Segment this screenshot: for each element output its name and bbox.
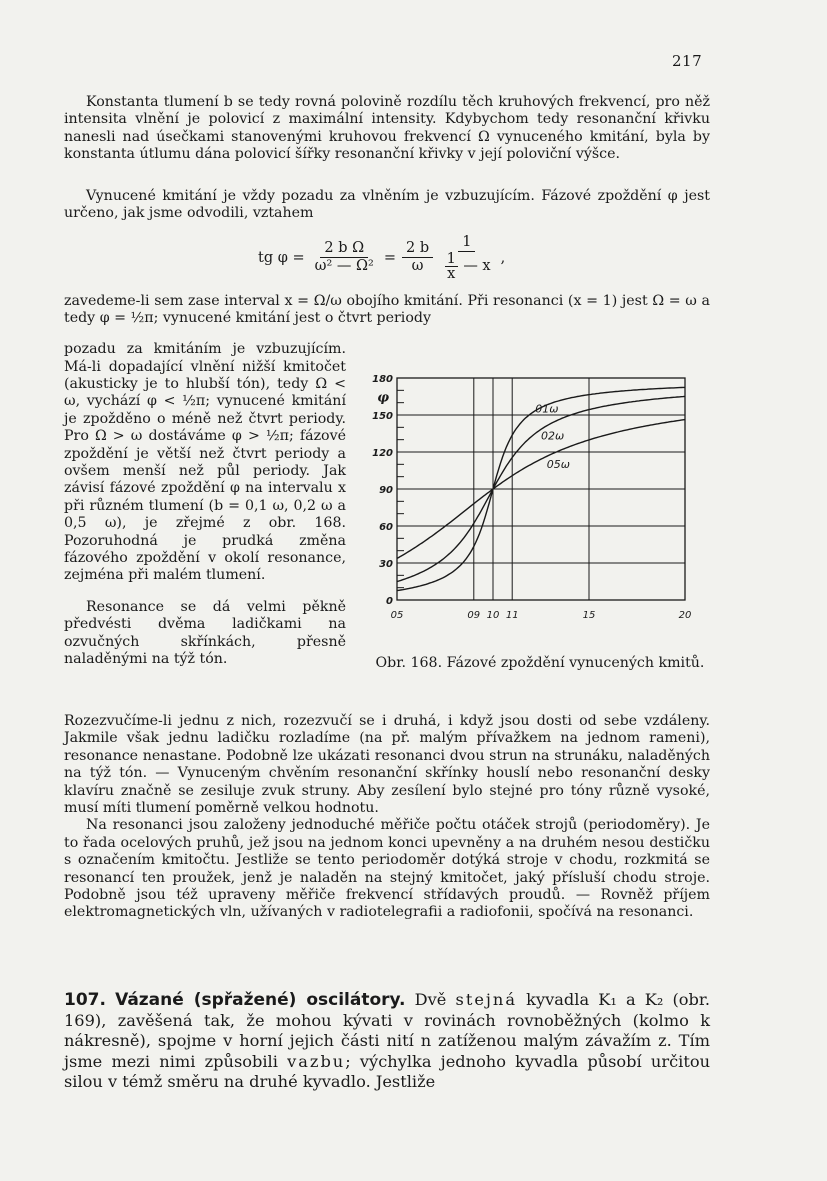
paragraph-4: Resonance se dá velmi pěkně předvésti dvěma ladičkami na ozvučných skřínkách, přesně naladěnými na týž tón. (64, 599, 346, 668)
x-tick-label: 11 (505, 610, 519, 621)
inner-frac (443, 252, 459, 281)
formula-tg-phi (258, 234, 505, 281)
frac3-num: 1 (458, 234, 475, 252)
section-number: 107. (64, 990, 106, 1010)
paragraph-3-cont: pozadu za kmitáním je vzbuzujícím. Má-li dopadající vlnění nižší kmitočet (akusticky je to hlubší tón), tedy Ω < ω, vychází φ < ½π; vynucené kmitání je zpožděno o méně než čtvrt periody. Pro Ω > ω dostáváme φ > ½π; fázové zpoždění je větší než čtvrt periody a ovšem menší než půl periody. Jak závisí fázové zpoždění φ na intervalu x při různém tlumení (b = 0,1 ω, 0,2 ω a 0,5 ω), je zřejmé z obr. 168. Pozoruhodná je prudká změna fázového zpoždění v okolí resonance, zejména při malém tlumení. (64, 341, 346, 584)
series-label-05ω: 05ω (546, 458, 570, 472)
y-tick-label: 180 (372, 374, 393, 385)
paragraph-6: Na resonanci jsou založeny jednoduché měřiče počtu otáček strojů (periodoměry). Je to řada ocelových pruhů, jež jsou na jednom konci upevněny a na druhém nesou destičku s označením kmitočtu. Jestliže se tento periodoměr dotýká stroje v chodu, rozkmitá se resonancí ten proužek, jenž je naladěn na stejný kmitočet, jaký přísluší chodu stroje. Podobně jsou též upraveny měřiče frekvencí střídavých proudů. — Rovněž příjem elektromagnetických vln, užívaných v radiotelegrafii a radiofonii, spočívá na resonanci. (64, 817, 710, 921)
series-label-01ω: 01ω (535, 402, 559, 416)
series-label-02ω: 02ω (541, 429, 565, 443)
section-text-b: kyvadla K₁ a K₂ (obr. 169), zavěšená tak, že mohou kývati v rovinách rovnoběžných (kolmo k nákresně), spojme v horní jejich části nití n zatíženou malým závažím z. Tím jsme mezi nimi způsobili (64, 990, 710, 1071)
section-text-spaced-2: vazbu (287, 1051, 346, 1071)
inner-num: 1 (446, 251, 456, 267)
frac1-den: ω² — Ω² (314, 258, 374, 274)
section-107 (64, 990, 710, 1093)
x-tick-label: 10 (486, 610, 500, 621)
x-tick-label: 20 (678, 610, 692, 621)
y-axis-label: φ (377, 390, 389, 406)
formula-lhs: tg φ = (258, 249, 305, 266)
y-tick-label: 30 (379, 559, 393, 570)
y-tick-label: 0 (386, 596, 393, 607)
section-text-c: ; výchylka jednoho kyvadla působí určitou silou v témž směru na druhé kyvadlo. Jestliže (64, 1051, 710, 1092)
frac3-den (439, 252, 494, 281)
page-number: 217 (672, 52, 703, 70)
y-tick-label: 120 (372, 448, 393, 459)
chart-ticks (397, 378, 404, 600)
paragraph-1: Konstanta tlumení b se tedy rovná polovině rozdílu těch kruhových frekvencí, pro něž intensita vlnění je polovicí z maximální intensity. Kdybychom tedy resonanční křivku nanesli nad úsečkami stanovenými kruhovou frekvencí Ω vynuceného kmitání, byla by konstanta útlumu dána polovicí šířky resonanční křivky v její poloviční výšce. (64, 94, 710, 163)
x-tick-label: 05 (390, 610, 404, 621)
paragraph-5 (64, 713, 710, 922)
formula-frac-3 (439, 234, 494, 281)
figure-caption: Obr. 168. Fázové zpoždění vynucených kmitů. (375, 655, 705, 671)
section-text-a: Dvě (414, 990, 447, 1009)
paragraph-3-wrapped (64, 327, 346, 683)
y-tick-label: 90 (379, 485, 393, 496)
formula-comma: , (500, 249, 506, 266)
formula-frac-2 (402, 240, 433, 275)
section-title: Vázané (spřažené) oscilátory. (115, 990, 406, 1010)
paragraph-2: Vynucené kmitání je vždy pozadu za vlněním je vzbuzujícím. Fázové zpoždění φ jest určeno, jak jsme odvodili, vztahem (64, 188, 710, 222)
x-tick-label: 09 (467, 610, 481, 621)
section-text-spaced-1: stejná (455, 990, 518, 1009)
frac2-den: ω (411, 258, 424, 274)
y-tick-label: 60 (379, 522, 393, 533)
y-tick-label: 150 (372, 411, 393, 422)
paragraph-5-text: Rozezvučíme-li jednu z nich, rozezvučí se i druhá, i když jsou dosti od sebe vzdáleny. Jakmile však jednu ladičku rozladíme (na př. malým přívažkem na jednom rameni), resonance nenastane. Podobně lze ukázati resonanci dvou strun na strunáku, naladěných na týž tón. — Vynuceným chvěním resonanční skřínky houslí nebo resonanční desky klavíru značně se zesiluje zvuk struny. Aby zesílení bylo stejné pro tóny různě vysoké, musí míti tlumení poměrně velkou hodnotu. (64, 713, 710, 817)
inner-den: x (447, 266, 456, 282)
frac2-num: 2 b (402, 240, 433, 258)
frac1-num: 2 b Ω (320, 240, 368, 258)
formula-frac-1 (311, 240, 378, 275)
formula-eq: = (383, 249, 396, 266)
paragraph-3: zavedeme-li sem zase interval x = Ω/ω obojího kmitání. Při resonanci (x = 1) jest Ω = ω a tedy φ = ½π; vynucené kmitání jest o čtvrt periody (64, 293, 710, 327)
minus-x: — x (463, 258, 491, 274)
phase-delay-chart (355, 360, 715, 650)
chart-labels (372, 374, 691, 621)
x-tick-label: 15 (582, 610, 596, 621)
